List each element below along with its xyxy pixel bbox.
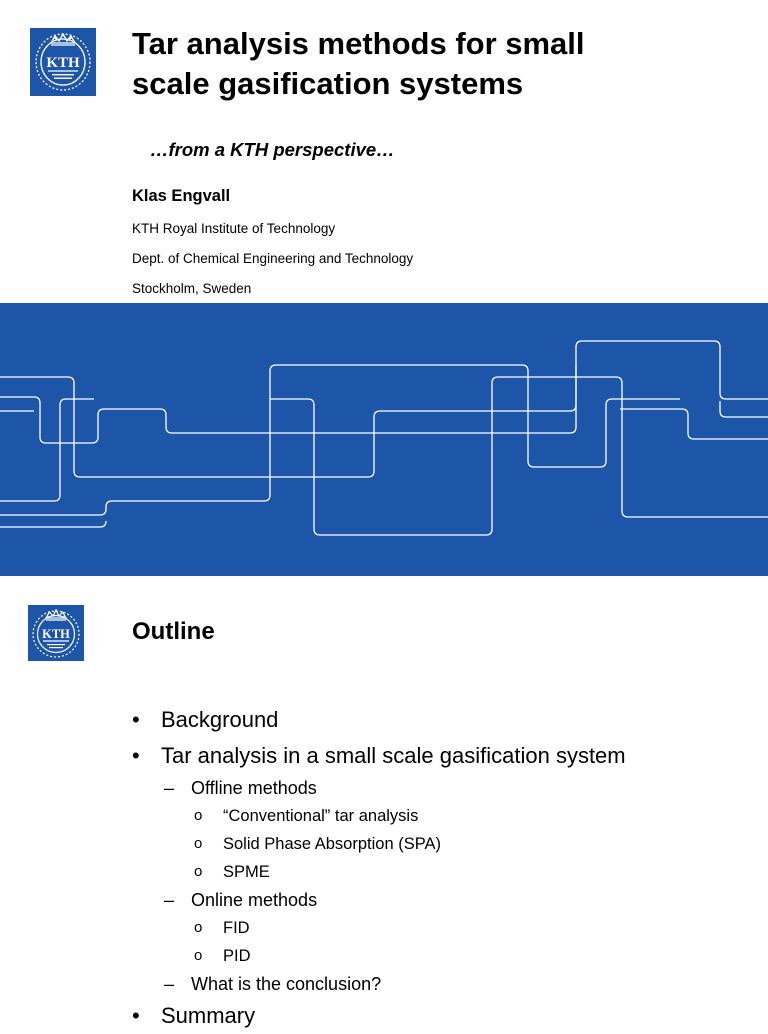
slide-subtitle: …from a KTH perspective…	[150, 139, 395, 160]
bullet-icon: –	[164, 890, 175, 910]
title-line-2: scale gasification systems	[132, 66, 524, 101]
outline-item-text: Online methods	[191, 890, 318, 910]
outline-title: Outline	[132, 618, 215, 645]
outline-item-level-2	[132, 886, 752, 914]
outline-item-level-3	[132, 858, 752, 886]
author-name: Klas Engvall	[132, 187, 231, 205]
slide-title	[132, 24, 752, 104]
kth-logo-icon	[28, 605, 84, 661]
affiliation-department: Dept. of Chemical Engineering and Technology	[132, 251, 414, 266]
bullet-icon: •	[132, 1003, 140, 1028]
bullet-icon: o	[194, 919, 203, 936]
bullet-icon: o	[194, 863, 203, 880]
circuit-lines-graphic	[0, 303, 768, 576]
outline-item-level-1	[132, 702, 752, 738]
affiliation-location: Stockholm, Sweden	[132, 281, 252, 296]
title-line-1: Tar analysis methods for small	[132, 26, 585, 61]
bullet-icon: –	[164, 778, 175, 798]
outline-item-level-2	[132, 970, 752, 998]
outline-item-level-3	[132, 830, 752, 858]
outline-item-text: PID	[223, 947, 251, 965]
outline-item-level-2	[132, 774, 752, 802]
outline-list	[132, 702, 752, 1034]
bullet-icon: •	[132, 743, 140, 768]
bullet-icon: o	[194, 835, 203, 852]
outline-item-text: FID	[223, 919, 250, 937]
circuit-banner	[0, 303, 768, 576]
kth-logo-icon	[30, 28, 96, 96]
outline-item-text: SPME	[223, 863, 270, 881]
outline-item-level-3	[132, 802, 752, 830]
bullet-icon: •	[132, 707, 140, 732]
bullet-icon: o	[194, 947, 203, 964]
outline-item-text: “Conventional” tar analysis	[223, 807, 419, 825]
outline-item-text: Solid Phase Absorption (SPA)	[223, 835, 441, 853]
outline-slide	[0, 576, 768, 1028]
bullet-icon: o	[194, 807, 203, 824]
outline-item-level-1	[132, 998, 752, 1034]
outline-item-text: Tar analysis in a small scale gasification system	[161, 743, 626, 768]
outline-item-text: What is the conclusion?	[191, 974, 382, 994]
outline-item-text: Background	[161, 707, 279, 732]
affiliation-institute: KTH Royal Institute of Technology	[132, 221, 336, 236]
bullet-icon: –	[164, 974, 175, 994]
kth-logo-text: KTH	[42, 627, 70, 641]
outline-item-level-3	[132, 942, 752, 970]
outline-item-text: Offline methods	[191, 778, 317, 798]
kth-logo-text: KTH	[46, 55, 80, 71]
outline-item-text: Summary	[161, 1003, 256, 1028]
outline-item-level-1	[132, 738, 752, 774]
outline-item-level-3	[132, 914, 752, 942]
